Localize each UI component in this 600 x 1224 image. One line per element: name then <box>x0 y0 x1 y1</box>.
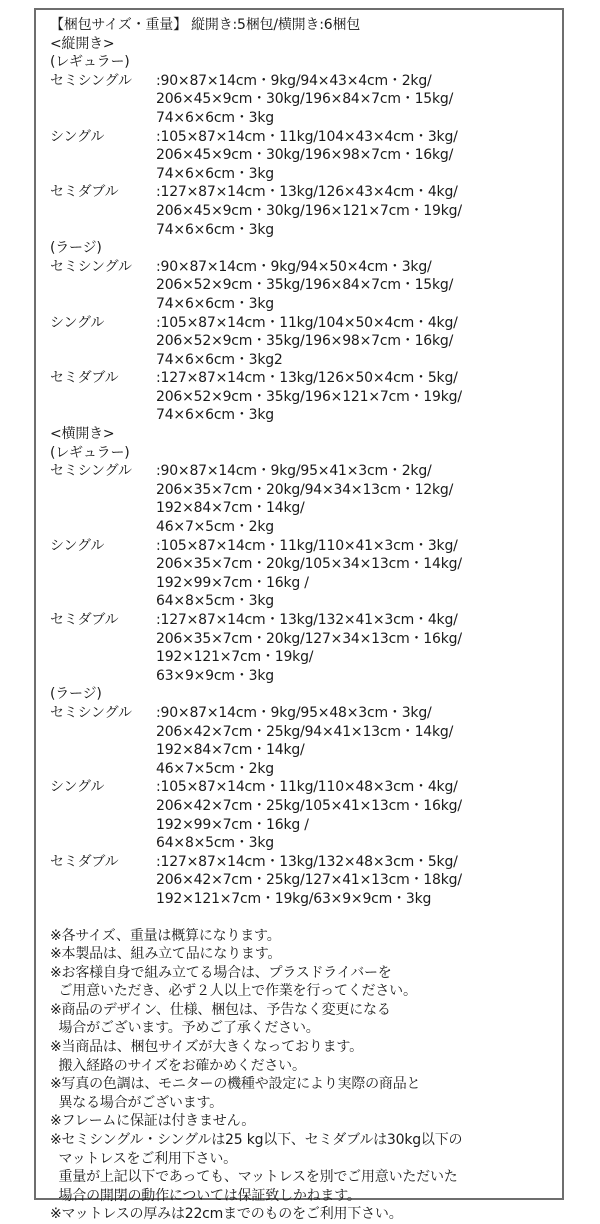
size-value-line: :90×87×14cm・9kg/94×50×4cm・3kg/ <box>156 258 558 277</box>
size-value-line: 46×7×5cm・2kg <box>156 760 558 779</box>
size-row <box>50 611 558 685</box>
size-value-line: 74×6×6cm・3kg2 <box>156 351 558 370</box>
size-values <box>156 258 558 314</box>
size-row <box>50 183 558 239</box>
size-label: セミシングル <box>50 258 156 314</box>
size-value-line: :127×87×14cm・13kg/132×48×3cm・5kg/ <box>156 853 558 872</box>
size-label: セミダブル <box>50 611 156 685</box>
note-line: ※商品のデザイン、仕様、梱包は、予告なく変更になる <box>50 1001 558 1020</box>
size-label: シングル <box>50 537 156 611</box>
size-value-line: 74×6×6cm・3kg <box>156 109 558 128</box>
size-values <box>156 853 558 909</box>
group-title: (レギュラー) <box>50 53 558 72</box>
size-value-line: 206×35×7cm・20kg/105×34×13cm・14kg/ <box>156 555 558 574</box>
size-value-line: 206×45×9cm・30kg/196×84×7cm・15kg/ <box>156 90 558 109</box>
size-value-line: 46×7×5cm・2kg <box>156 518 558 537</box>
size-row <box>50 537 558 611</box>
note-line: 異なる場合がございます。 <box>50 1094 558 1113</box>
size-value-line: :127×87×14cm・13kg/132×41×3cm・4kg/ <box>156 611 558 630</box>
size-label: セミシングル <box>50 72 156 128</box>
size-value-line: :105×87×14cm・11kg/104×50×4cm・4kg/ <box>156 314 558 333</box>
size-value-line: :90×87×14cm・9kg/95×41×3cm・2kg/ <box>156 462 558 481</box>
size-value-line: :127×87×14cm・13kg/126×50×4cm・5kg/ <box>156 369 558 388</box>
note-line: ※お客様自身で組み立てる場合は、プラスドライバーを <box>50 964 558 983</box>
size-value-line: 74×6×6cm・3kg <box>156 165 558 184</box>
size-value-line: 206×42×7cm・25kg/94×41×13cm・14kg/ <box>156 723 558 742</box>
size-value-line: 206×45×9cm・30kg/196×98×7cm・16kg/ <box>156 146 558 165</box>
spacer <box>50 909 558 927</box>
size-value-line: 192×84×7cm・14kg/ <box>156 499 558 518</box>
note-line: ※マットレスの厚みは22cmまでのものをご利用下さい。 <box>50 1205 558 1224</box>
size-value-line: 63×9×9cm・3kg <box>156 667 558 686</box>
size-value-line: :127×87×14cm・13kg/126×43×4cm・4kg/ <box>156 183 558 202</box>
note-line: マットレスをご利用下さい。 <box>50 1150 558 1169</box>
size-row <box>50 462 558 536</box>
size-row <box>50 128 558 184</box>
size-value-line: 192×121×7cm・19kg/63×9×9cm・3kg <box>156 890 558 909</box>
note-line: ご用意いただき、必ず２人以上で作業を行ってください。 <box>50 982 558 1001</box>
note-line: 搬入経路のサイズをお確かめください。 <box>50 1057 558 1076</box>
size-value-line: 206×42×7cm・25kg/127×41×13cm・18kg/ <box>156 871 558 890</box>
size-values <box>156 611 558 685</box>
note-line: ※本製品は、組み立て品になります。 <box>50 945 558 964</box>
size-row <box>50 369 558 425</box>
size-values <box>156 462 558 536</box>
sections <box>50 35 558 909</box>
size-row <box>50 778 558 852</box>
size-value-line: 64×8×5cm・3kg <box>156 592 558 611</box>
size-value-line: 206×52×9cm・35kg/196×121×7cm・19kg/ <box>156 388 558 407</box>
size-value-line: :105×87×14cm・11kg/104×43×4cm・3kg/ <box>156 128 558 147</box>
size-value-line: 206×42×7cm・25kg/105×41×13cm・16kg/ <box>156 797 558 816</box>
note-line: 場合の開閉の動作については保証致しかねます。 <box>50 1187 558 1206</box>
group-title: (ラージ) <box>50 685 558 704</box>
note-line: ※フレームに保証は付きません。 <box>50 1112 558 1131</box>
spec-sheet <box>34 8 564 1200</box>
size-value-line: 64×8×5cm・3kg <box>156 834 558 853</box>
size-label: セミダブル <box>50 369 156 425</box>
spec-content <box>50 16 558 1224</box>
section-title: <縦開き> <box>50 35 558 54</box>
note-line: ※当商品は、梱包サイズが大きくなっております。 <box>50 1038 558 1057</box>
size-value-line: 206×35×7cm・20kg/94×34×13cm・12kg/ <box>156 481 558 500</box>
size-row <box>50 72 558 128</box>
size-row <box>50 704 558 778</box>
size-value-line: 192×121×7cm・19kg/ <box>156 648 558 667</box>
size-label: セミシングル <box>50 462 156 536</box>
size-value-line: 206×45×9cm・30kg/196×121×7cm・19kg/ <box>156 202 558 221</box>
size-label: シングル <box>50 314 156 370</box>
note-line: ※各サイズ、重量は概算になります。 <box>50 927 558 946</box>
size-value-line: 192×84×7cm・14kg/ <box>156 741 558 760</box>
size-values <box>156 704 558 778</box>
packaging-header: 【梱包サイズ・重量】 縦開き:5梱包/横開き:6梱包 <box>50 16 558 35</box>
group-title: (ラージ) <box>50 239 558 258</box>
group-title: (レギュラー) <box>50 444 558 463</box>
note-line: 重量が上記以下であっても、マットレスを別でご用意いただいた <box>50 1168 558 1187</box>
size-value-line: :105×87×14cm・11kg/110×41×3cm・3kg/ <box>156 537 558 556</box>
size-value-line: 74×6×6cm・3kg <box>156 221 558 240</box>
size-value-line: 192×99×7cm・16kg / <box>156 574 558 593</box>
size-label: シングル <box>50 128 156 184</box>
size-values <box>156 183 558 239</box>
size-value-line: :105×87×14cm・11kg/110×48×3cm・4kg/ <box>156 778 558 797</box>
size-label: シングル <box>50 778 156 852</box>
section-title: <横開き> <box>50 425 558 444</box>
size-row <box>50 258 558 314</box>
size-label: セミシングル <box>50 704 156 778</box>
note-line: ※写真の色調は、モニターの機種や設定により実際の商品と <box>50 1075 558 1094</box>
size-label: セミダブル <box>50 853 156 909</box>
size-values <box>156 314 558 370</box>
size-values <box>156 72 558 128</box>
size-row <box>50 853 558 909</box>
notes-list <box>50 927 558 1224</box>
size-value-line: :90×87×14cm・9kg/94×43×4cm・2kg/ <box>156 72 558 91</box>
note-line: 場合がございます。予めご了承ください。 <box>50 1019 558 1038</box>
size-value-line: 206×35×7cm・20kg/127×34×13cm・16kg/ <box>156 630 558 649</box>
note-line: ※セミシングル・シングルは25 kg以下、セミダブルは30kg以下の <box>50 1131 558 1150</box>
size-value-line: 74×6×6cm・3kg <box>156 406 558 425</box>
size-value-line: :90×87×14cm・9kg/95×48×3cm・3kg/ <box>156 704 558 723</box>
size-value-line: 74×6×6cm・3kg <box>156 295 558 314</box>
size-value-line: 206×52×9cm・35kg/196×98×7cm・16kg/ <box>156 332 558 351</box>
size-value-line: 206×52×9cm・35kg/196×84×7cm・15kg/ <box>156 276 558 295</box>
size-values <box>156 128 558 184</box>
size-values <box>156 537 558 611</box>
size-values <box>156 778 558 852</box>
size-values <box>156 369 558 425</box>
size-label: セミダブル <box>50 183 156 239</box>
size-row <box>50 314 558 370</box>
size-value-line: 192×99×7cm・16kg / <box>156 816 558 835</box>
